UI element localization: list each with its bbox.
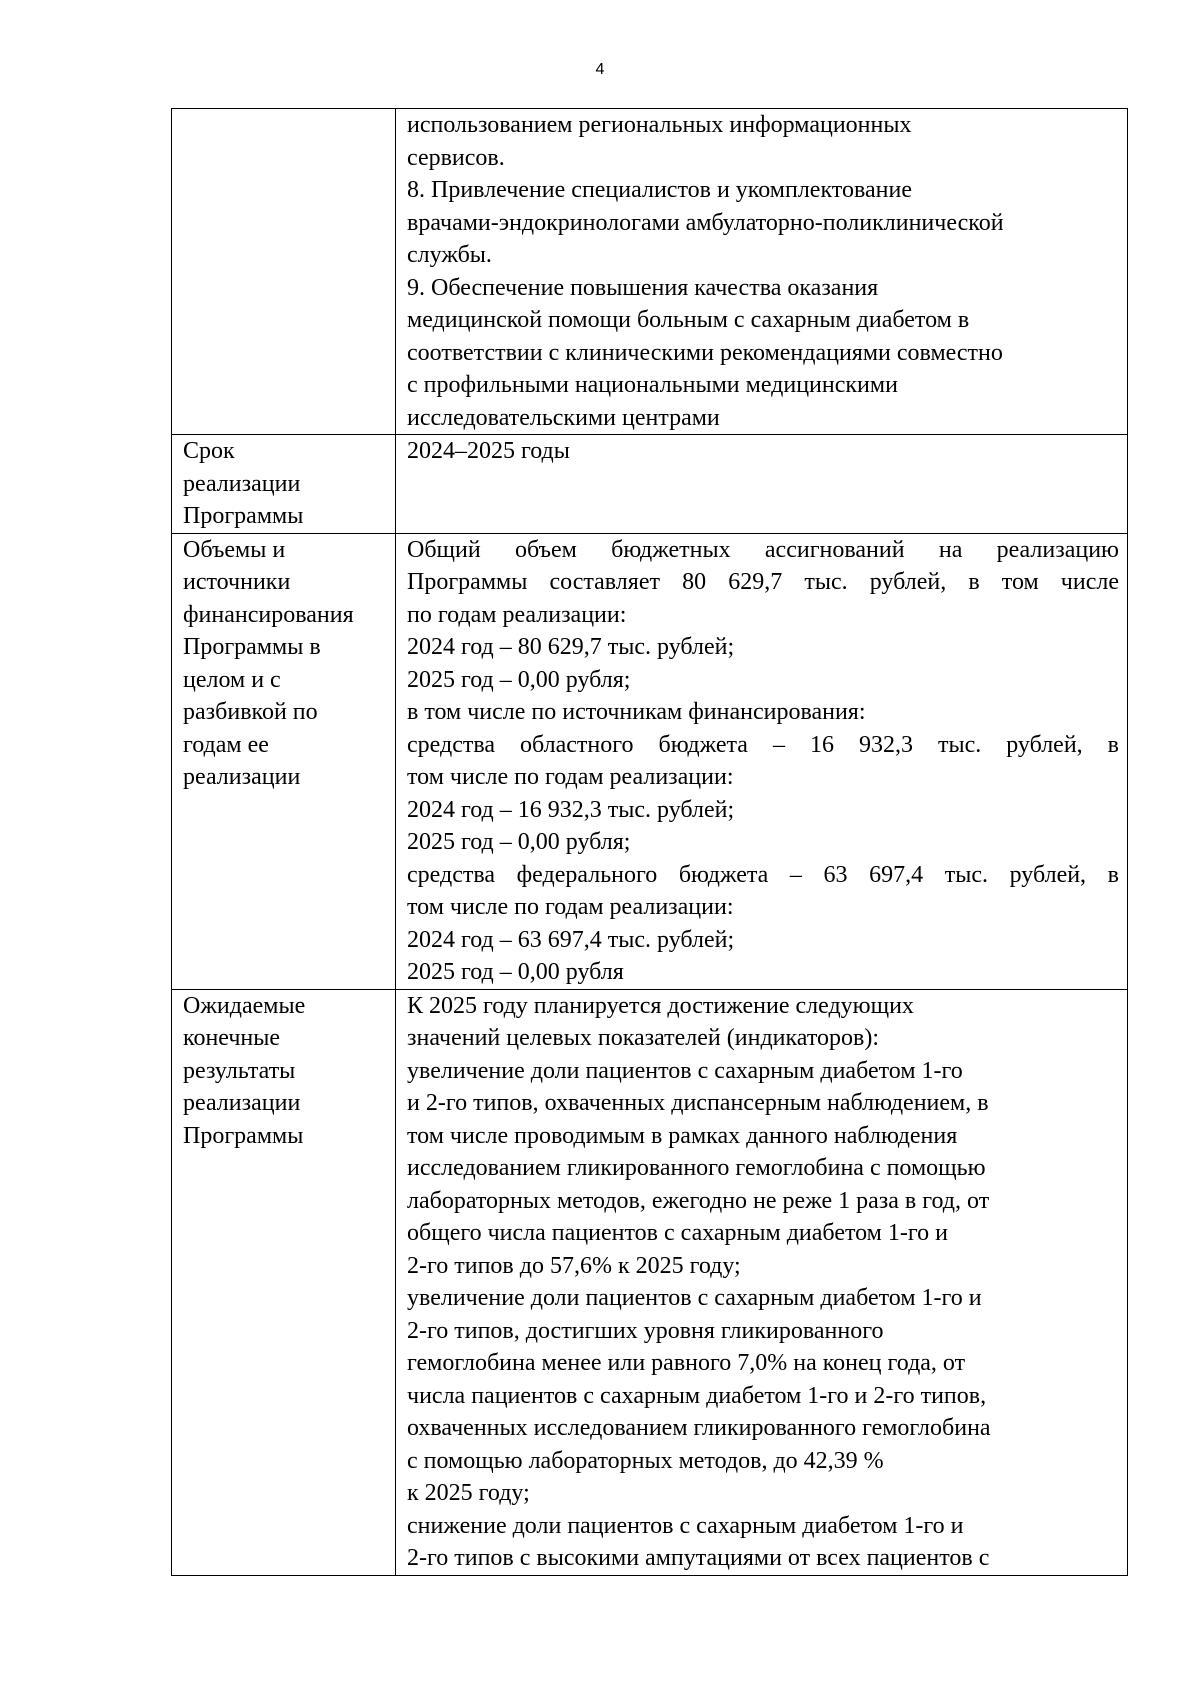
value-line: том числе по годам реализации: — [407, 764, 734, 790]
value-line: сервисов. — [407, 144, 505, 171]
label-line: целом и с — [183, 666, 281, 693]
value-line: увеличение доли пациентов с сахарным диабетом 1-го — [407, 1057, 963, 1084]
value-line: К 2025 году планируется достижение следующих — [407, 992, 914, 1019]
table-row — [172, 533, 1128, 989]
label-line: Объемы и — [183, 536, 286, 563]
label-line: годам ее — [183, 731, 269, 758]
program-passport-table — [171, 108, 1128, 1576]
label-line: Программы в — [183, 634, 321, 660]
label-line: реализации — [183, 764, 301, 790]
row-value-cell — [396, 533, 1128, 989]
value-line: в том числе по источникам финансирования: — [407, 699, 866, 725]
label-line: конечные — [183, 1025, 281, 1051]
label-line: реализации — [183, 470, 301, 497]
value-line: 2-го типов, достигших уровня гликированного — [407, 1317, 884, 1344]
label-line: финансирования — [183, 601, 354, 628]
table-row — [172, 109, 1128, 435]
label-line: Ожидаемые — [183, 992, 306, 1019]
value-line: снижение доли пациентов с сахарным диабетом 1-го и — [407, 1512, 964, 1539]
value-line: и 2-го типов, охваченных диспансерным наблюдением, в — [407, 1090, 989, 1116]
label-line: Программы — [183, 503, 304, 529]
value-line: по годам реализации: — [407, 601, 627, 628]
value-line: общего числа пациентов с сахарным диабетом 1-го и — [407, 1220, 948, 1246]
label-line: разбивкой по — [183, 699, 318, 725]
value-line: 2024 год – 63 697,4 тыс. рублей; — [407, 926, 735, 953]
value-line: 2025 год – 0,00 рубля; — [407, 829, 631, 855]
value-line: значений целевых показателей (индикаторов): — [407, 1025, 879, 1051]
row-value-cell — [396, 989, 1128, 1575]
value-line: 2024 год – 16 932,3 тыс. рублей; — [407, 796, 735, 823]
value-line: том числе проводимым в рамках данного наблюдения — [407, 1122, 958, 1149]
row-label-cell — [172, 109, 396, 435]
value-line: медицинской помощи больным с сахарным диабетом в — [407, 307, 970, 333]
value-line: 2024 год – 80 629,7 тыс. рублей; — [407, 634, 735, 660]
row-label-cell — [172, 435, 396, 534]
label-line: источники — [183, 569, 291, 595]
value-line: средства федерального бюджета – 63 697,4 тыс. рублей, в — [407, 861, 1119, 888]
value-line: врачами-эндокринологами амбулаторно-поликлинической — [407, 209, 1004, 236]
value-line: Общий объем бюджетных ассигнований на реализацию — [407, 536, 1119, 563]
label-line: Программы — [183, 1122, 304, 1149]
row-label-cell — [172, 989, 396, 1575]
table-row — [172, 435, 1128, 534]
value-line: к 2025 году; — [407, 1480, 530, 1506]
value-line: средства областного бюджета – 16 932,3 тыс. рублей, в — [407, 731, 1119, 758]
value-line: службы. — [407, 242, 492, 268]
value-line: 2025 год – 0,00 рубля; — [407, 666, 631, 693]
value-line: использованием региональных информационных — [407, 112, 912, 138]
value-line: с профильными национальными медицинскими — [407, 372, 898, 398]
value-line: 2024–2025 годы — [407, 438, 570, 464]
value-line: числа пациентов с сахарным диабетом 1-го и 2-го типов, — [407, 1382, 987, 1409]
value-line: исследовательскими центрами — [407, 404, 720, 431]
value-line: 9. Обеспечение повышения качества оказания — [407, 274, 879, 301]
row-value-cell — [396, 109, 1128, 435]
value-line: 2-го типов до 57,6% к 2025 году; — [407, 1252, 741, 1279]
label-line: результаты — [183, 1057, 296, 1084]
value-line: Программы составляет 80 629,7 тыс. рублей, в том числе — [407, 569, 1119, 595]
page-number: 4 — [595, 61, 605, 78]
value-line: охваченных исследованием гликированного гемоглобина — [407, 1415, 991, 1441]
value-line: 2025 год – 0,00 рубля — [407, 959, 624, 985]
row-value-cell — [396, 435, 1128, 534]
row-label-cell — [172, 533, 396, 989]
value-line: гемоглобина менее или равного 7,0% на конец года, от — [407, 1350, 966, 1376]
value-line: том числе по годам реализации: — [407, 894, 734, 920]
value-line: 8. Привлечение специалистов и укомплектование — [407, 177, 912, 203]
label-line: Срок — [183, 438, 235, 464]
table-row — [172, 989, 1128, 1575]
value-line: соответствии с клиническими рекомендациями совместно — [407, 339, 1003, 366]
value-line: лабораторных методов, ежегодно не реже 1 раза в год, от — [407, 1187, 990, 1214]
value-line: исследованием гликированного гемоглобина с помощью — [407, 1155, 986, 1181]
label-line: реализации — [183, 1090, 301, 1116]
value-line: увеличение доли пациентов с сахарным диабетом 1-го и — [407, 1285, 982, 1311]
value-line: 2-го типов с высокими ампутациями от всех пациентов с — [407, 1545, 990, 1571]
value-line: с помощью лабораторных методов, до 42,39 % — [407, 1447, 884, 1474]
